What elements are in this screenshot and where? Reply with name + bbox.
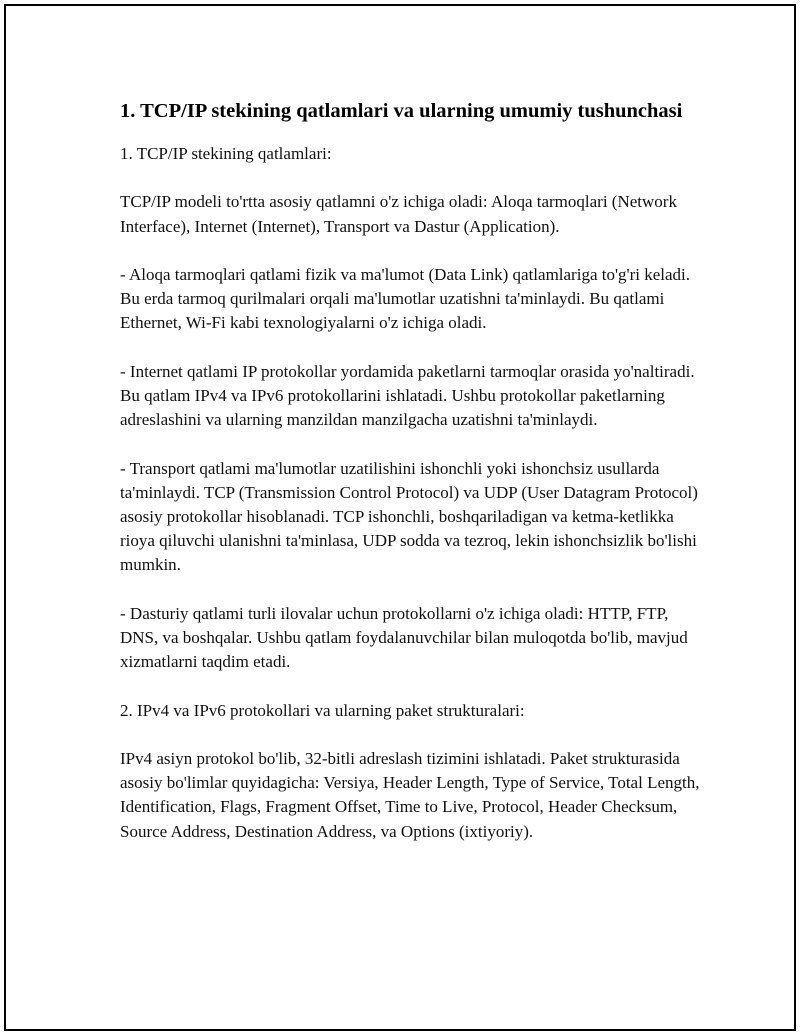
paragraph-network-interface-layer: - Aloqa tarmoqlari qatlami fizik va ma'lumot (Data Link) qatlamlariga to'g'ri keladi. Bu erda tarmoq qurilmalari orqali ma'lumotlar uzatishni ta'minlaydi. Bu qatlami Ethernet, Wi-Fi kabi texnologiyalarni o'z ichiga oladi. [120, 264, 691, 333]
paragraph-application-layer: - Dasturiy qatlami turli ilovalar uchun protokollarni o'z ichiga oladi: HTTP, FTP, DNS, va boshqalar. Ushbu qatlam foydalanuvchilar bilan muloqotda bo'lib, mavjud xizmatlarni taqdim etadi. [120, 603, 688, 672]
section-heading-tcpip-layers: 1. TCP/IP stekining qatlamlari: [120, 144, 332, 163]
paragraph-ipv4-structure: IPv4 asiyn protokol bo'lib, 32-bitli adreslash tizimini ishlatadi. Paket strukturasida asosiy bo'limlar quyidagicha: Versiya, Header Length, Type of Service, Total Length, Identification, Flags, Fragment Offset, Time to Live, Protocol, Header Checksum, Source Address, Destination Address, va Options (ixtiyoriy). [120, 748, 700, 841]
section-heading-ipv4-ipv6: 2. IPv4 va IPv6 protokollari va ularning paket strukturalari: [120, 700, 525, 720]
paragraph-internet-layer: - Internet qatlami IP protokollar yordamida paketlarni tarmoqlar orasida yo'naltiradi. Bu qatlam IPv4 va IPv6 protokollarini ishlatadi. Ushbu protokollar paketlarning adreslashini va ularning manzildan manzilgacha uzatishni ta'minlaydi. [120, 361, 695, 430]
paragraph-tcpip-overview: TCP/IP modeli to'rtta asosiy qatlamni o'z ichiga oladi: Aloqa tarmoqlari (Network Interface), Internet (Internet), Transport va Dastur (Application). [120, 192, 677, 236]
document-body [120, 98, 700, 868]
page-frame [4, 4, 796, 1031]
paragraph-transport-layer: - Transport qatlami ma'lumotlar uzatilishini ishonchli yoki ishonchsiz usullarda ta'minlaydi. TCP (Transmission Control Protocol) va UDP (User Datagram Protocol) asosiy protokollar hisoblanadi. TCP ishonchli, boshqariladigan va ketma-ketlikka rioya qiluvchi ulanishni ta'minlasa, UDP sodda va tezroq, lekin ishonchsizlik bo'lishi mumkin. [120, 458, 698, 575]
document-title: 1. TCP/IP stekining qatlamlari va ularning umumiy tushunchasi [120, 100, 683, 122]
